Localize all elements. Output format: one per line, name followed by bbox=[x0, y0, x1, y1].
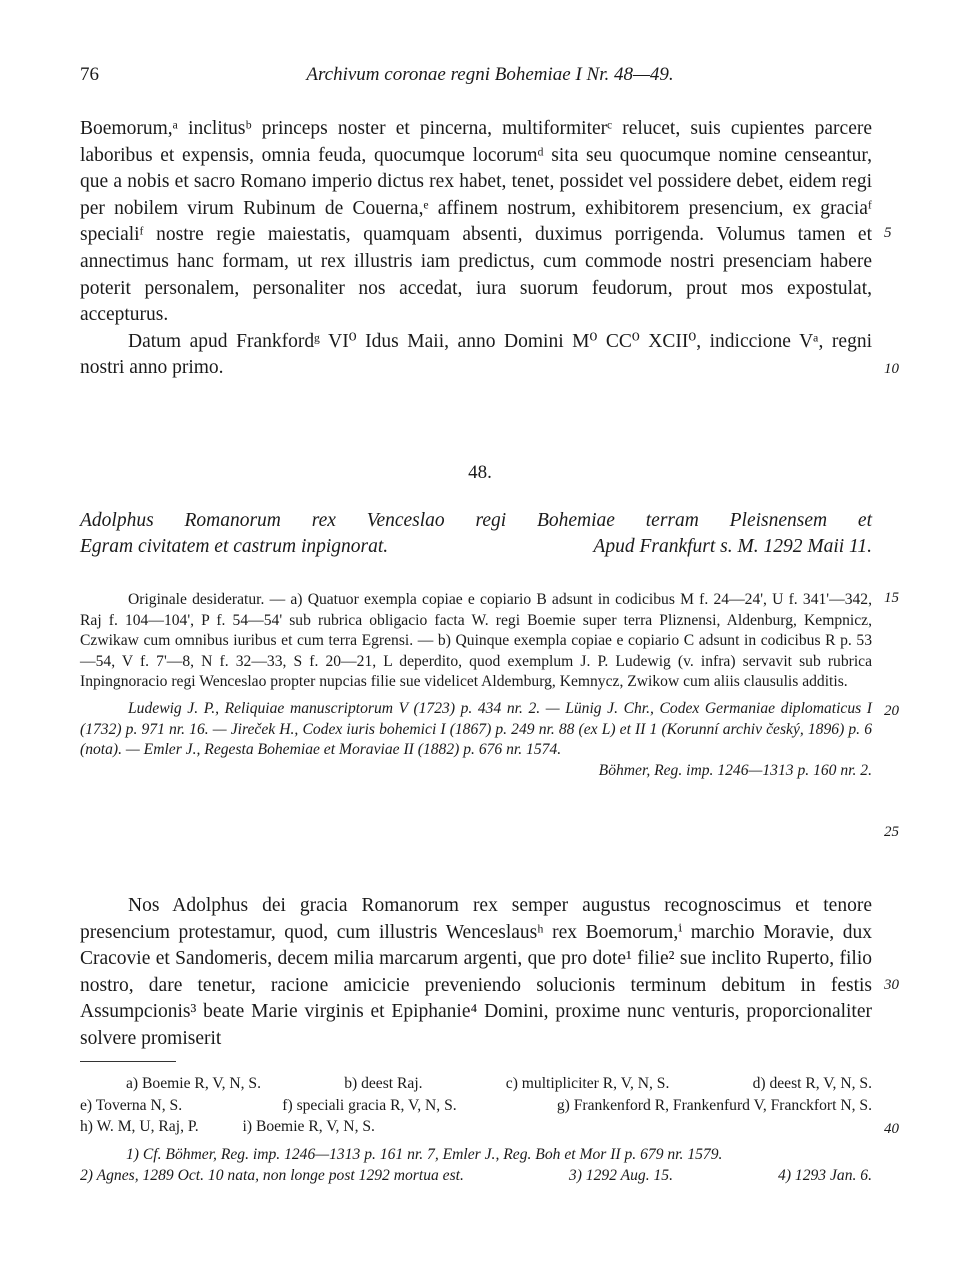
footnote-h: h) W. M, U, Raj, P. bbox=[80, 1118, 199, 1135]
apparatus-editions: Ludewig J. P., Reliquiae manuscriptorum V (1723) p. 434 nr. 2. — Lünig J. Chr., Codex Germaniae diplomaticus I (1732) p. 971 nr. 16. — Jireček H., Codex iuris bohemici I (1867) p. 249 nr. 88 (ex L) et II 1 (Korunní archiv český, 1896) p. 6 (nota). — Emler J., Regesta Bohemiae et Moraviae II (1882) p. 676 nr. 1574. bbox=[80, 699, 872, 759]
footnote-row-numbered bbox=[80, 1165, 872, 1187]
line-number-20: 20 bbox=[884, 703, 899, 719]
footnote-rule bbox=[80, 1061, 176, 1062]
footnote-2: 2) Agnes, 1289 Oct. 10 nata, non longe post 1292 mortua est. bbox=[80, 1167, 464, 1184]
main-text-paragraph: Nos Adolphus dei gracia Romanorum rex semper augustus recognoscimus et tenore presencium protestamur, quod, cum illustris Wenceslausʰ rex Boemorum,ⁱ marchio Moravie, dux Cracovie et Sandomeris, decem milia marcarum argenti, que pro dote¹ filie² sue inclito Ruperto, filio nostro, dare tenetur, racione amicicie preveniendo solucionis terminum debitum in festis Assumpcionis³ beate Marie virginis et Epiphanie⁴ Domini, proxime nunc venturis, proporcionaliter solvere promiserit bbox=[80, 895, 872, 1049]
footnote-g: g) Frankenford R, Frankenfurd V, Franckfort N, S. bbox=[556, 1096, 872, 1114]
critical-apparatus bbox=[80, 590, 872, 781]
footnote-e: e) Toverna N, S. bbox=[80, 1096, 183, 1114]
main-document-text bbox=[80, 893, 872, 1053]
footnote-c: c) multipliciter R, V, N, S. bbox=[505, 1075, 670, 1092]
line-number-15: 15 bbox=[884, 590, 899, 606]
footnote-a: a) Boemie R, V, N, S. bbox=[126, 1075, 262, 1092]
apparatus-manuscripts: Originale desideratur. — a) Quatuor exempla copiae e copiario B adsunt in codicibus M f. 24—24', U f. 341'—342, Raj f. 104—104', P f. 54—54' sub rubrica obligacio facta W. regi Boemie super terra Pliznensi, Aldenburg, Kempnicz, Czwikaw cum omnibus iuribus et cum terra Egrensi. — b) Quinque exempla copiae e copiario C adsunt in codicibus R p. 53—54, V f. 7'—8, N f. 32—33, S f. 20—21, L deperdito, quod exemplum J. P. Ludewig (v. infra) servavit sub rubrica Inpingnoracio regi Wenceslao propter nupcias filie sue videlicet Aldemburg, Kemnycz, Zwikow cum aliis clausulis additis. bbox=[80, 591, 872, 691]
footnote-d: d) deest R, V, N, S. bbox=[752, 1075, 872, 1092]
footnote-row-1 bbox=[80, 1073, 872, 1095]
line-number-30: 30 bbox=[884, 977, 899, 993]
footnotes bbox=[80, 1073, 872, 1187]
page-header bbox=[80, 64, 880, 90]
document-number: 48. bbox=[468, 462, 492, 483]
footnote-i: i) Boemie R, V, N, S. bbox=[242, 1118, 375, 1135]
line-number-25: 25 bbox=[884, 824, 899, 840]
running-title: Archivum coronae regni Bohemiae I Nr. 48—49. bbox=[306, 64, 674, 85]
footnote-b: b) deest Raj. bbox=[344, 1075, 423, 1092]
line-number-5: 5 bbox=[884, 225, 892, 241]
datum-clause: Datum apud Frankfordᵍ VI⁰ Idus Maii, anno Domini M⁰ CC⁰ XCII⁰, indiccione Vᵃ, regni nostri anno primo. bbox=[80, 330, 872, 379]
footnote-row-2 bbox=[80, 1095, 872, 1117]
title-line-2: Egram civitatem et castrum inpignorat. bbox=[80, 536, 389, 557]
line-number-40: 40 bbox=[884, 1121, 899, 1137]
regest-title bbox=[80, 508, 872, 560]
footnote-1: 1) Cf. Böhmer, Reg. imp. 1246—1313 p. 161 nr. 7, Emler J., Reg. Boh et Mor II p. 679 nr. 1579. bbox=[126, 1145, 723, 1163]
dateline: Apud Frankfurt s. M. 1292 Maii 11. bbox=[593, 536, 872, 557]
footnote-3: 3) 1292 Aug. 15. bbox=[568, 1167, 674, 1184]
footnote-f: f) speciali gracia R, V, N, S. bbox=[282, 1096, 457, 1114]
previous-document-text bbox=[80, 116, 872, 382]
footnote-row-3 bbox=[80, 1116, 872, 1138]
previous-text-paragraph: Boemorum,ᵃ inclitusᵇ princeps noster et pincerna, multiformiterᶜ relucet, suis cupientes parcere laboribus et expensis, omnia feuda, quocumque locorumᵈ sita seu quocumque nomine censeantur, que a nobis et sacro Romano imperio dictus rex habet, tenet, possidet vel possidere debet, eidem regi per nobilem virum Rubinum de Couerna,ᵉ affinem nostrum, exhibitorem presencium, ex graciaᶠ specialiᶠ nostre regie maiestatis, quamquam absenti, duximus porrigenda. Volumus tamen et annectimus hanc formam, ut rex illustris iam predictus, cum commode nostri presenciam habere poterit personalem, personaliter nos accedat, iura suorum feudorum, prout mos expostulat, accepturus. bbox=[80, 118, 872, 326]
title-line-1: Adolphus Romanorum rex Venceslao regi Bohemiae terram Pleisnensem et bbox=[80, 510, 872, 531]
footnote-4: 4) 1293 Jan. 6. bbox=[778, 1167, 872, 1184]
line-number-10: 10 bbox=[884, 361, 899, 377]
apparatus-regest: Böhmer, Reg. imp. 1246—1313 p. 160 nr. 2. bbox=[598, 761, 872, 779]
page-number: 76 bbox=[80, 64, 99, 85]
